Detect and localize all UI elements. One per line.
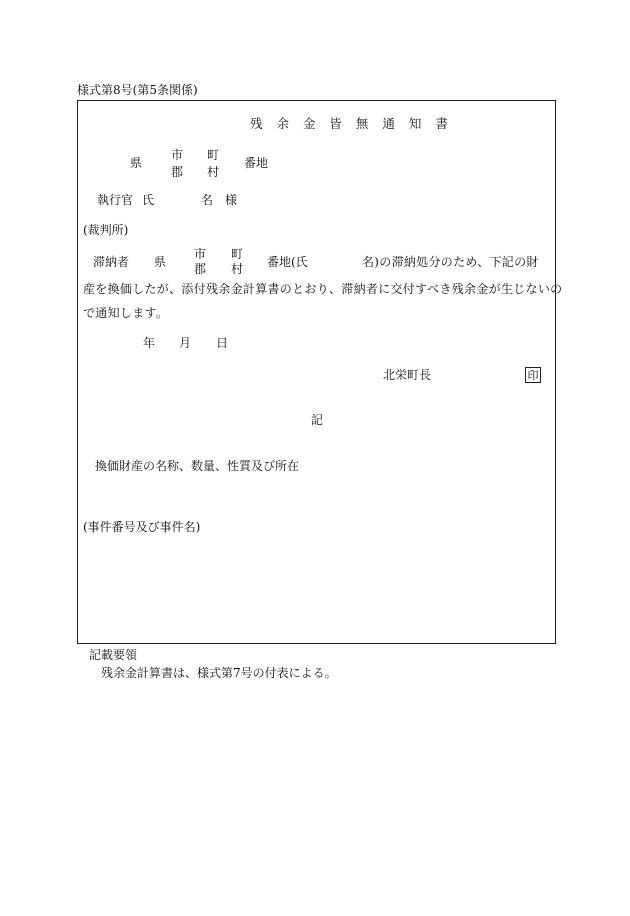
delinquent-gun: 郡 [194,262,207,276]
address-gun: 郡 [171,165,184,179]
delinquent-shi: 市 [194,247,207,261]
date-year: 年 [143,336,156,350]
section-property: 換価財産の名称、数量、性質及び所在 [95,459,300,473]
body-line-2: 産を換価したが、添付残余金計算書のとおり、滞納者に交付すべき残余金が生じないの [83,282,563,296]
seal-mark: 印 [525,367,541,383]
body-line-3: で通知します。 [83,306,169,320]
delinquent-rest: 名)の滞納処分のため、下記の財 [362,255,539,269]
issuer-title: 北栄町長 [383,368,432,382]
delinquent-mura: 村 [231,262,244,276]
delinquent-ken: 県 [154,255,167,269]
notice-form-box [77,100,556,644]
court-label: (裁判所) [83,223,129,237]
addressee-shikkoukan: 執行官 [97,193,134,207]
ki-heading: 記 [311,413,324,427]
form-number: 様式第8号(第5条関係) [77,83,198,97]
addressee-na: 名 [201,193,214,207]
address-ken: 県 [130,156,143,170]
addressee-sama: 様 [225,193,238,207]
address-banchi: 番地 [244,156,269,170]
address-shi: 市 [171,148,184,162]
footer-heading: 記載要領 [89,648,138,662]
delinquent-label: 滞納者 [93,255,130,269]
delinquent-banchi-shi: 番地(氏 [267,255,308,269]
footer-note: 残余金計算書は、様式第7号の付表による。 [101,666,337,680]
address-mura: 村 [207,165,220,179]
section-case: (事件番号及び事件名) [83,520,201,534]
delinquent-machi: 町 [231,247,244,261]
date-month: 月 [179,336,192,350]
form-title: 残 余 金 皆 無 通 知 書 [250,116,453,131]
date-day: 日 [216,336,229,350]
address-machi: 町 [207,148,220,162]
addressee-shi: 氏 [142,193,155,207]
